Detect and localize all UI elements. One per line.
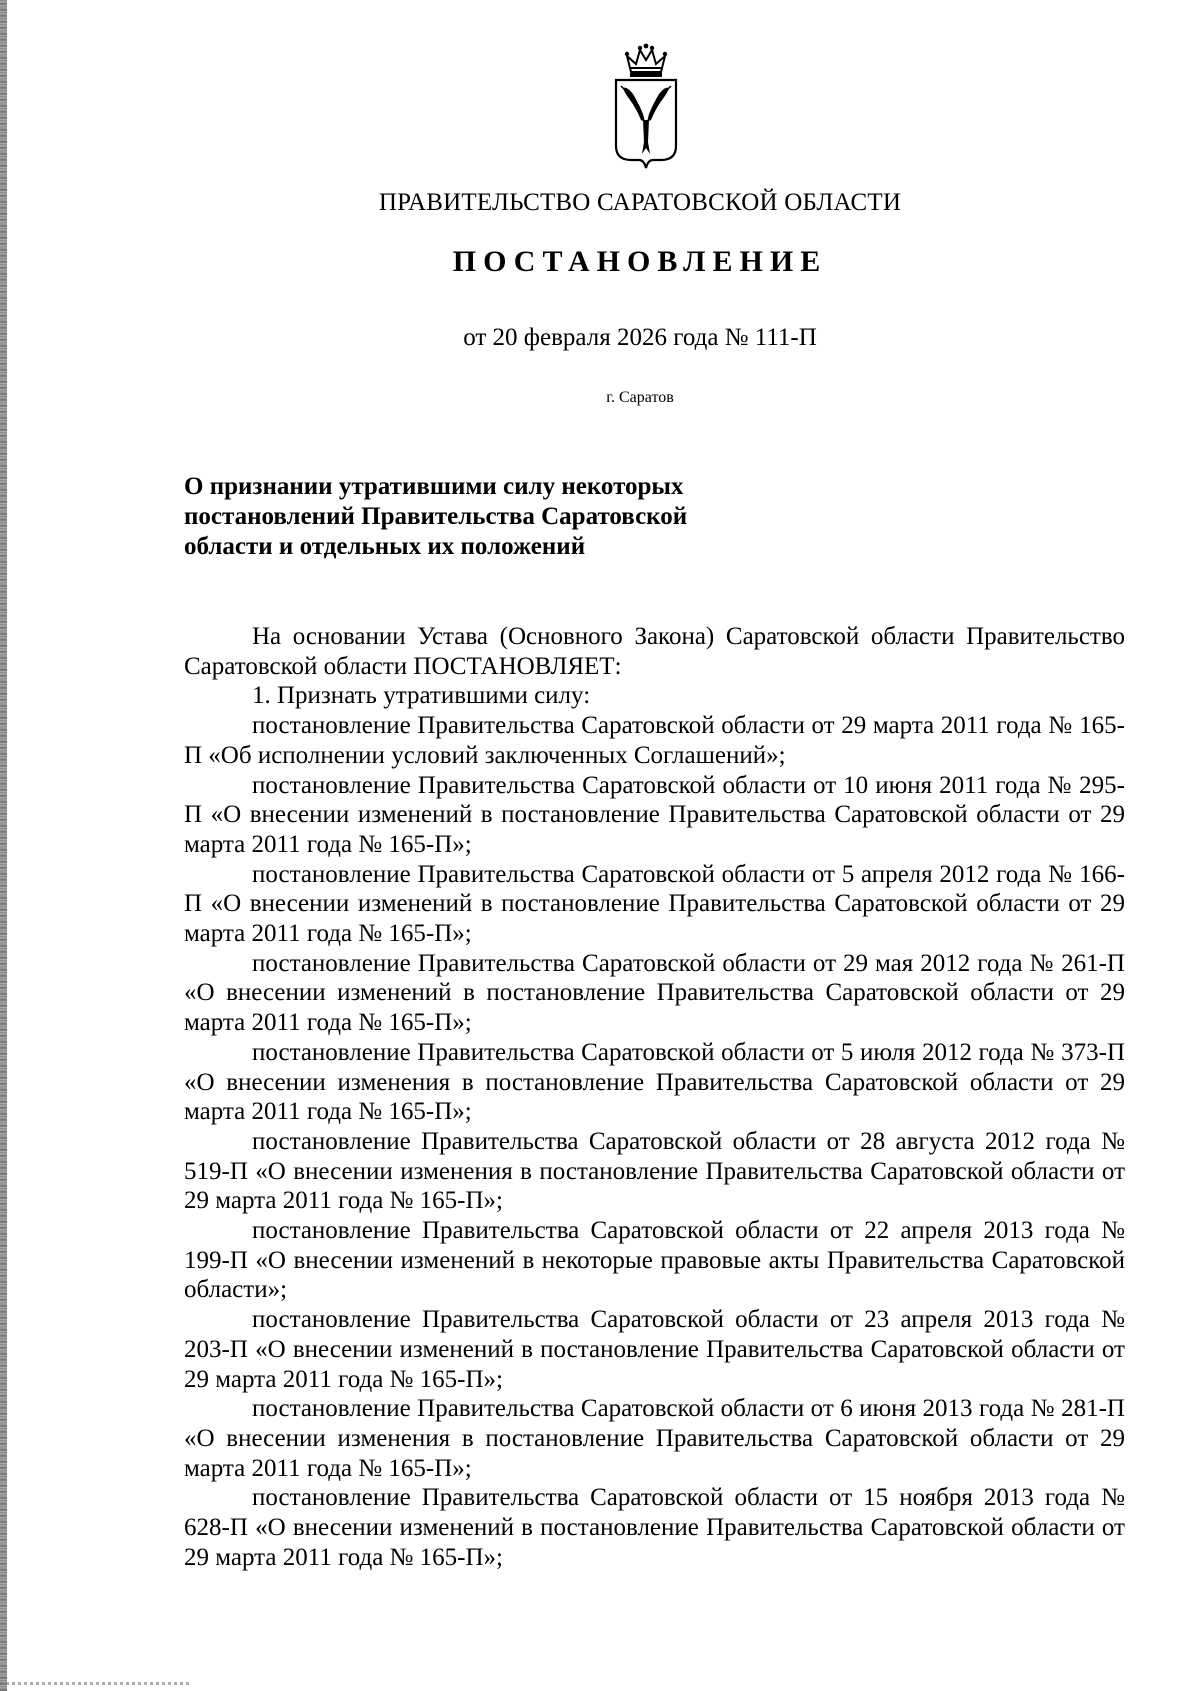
document-title-line: области и отдельных их положений: [184, 533, 586, 560]
document-title: [184, 472, 784, 562]
repealed-act-item: постановление Правительства Саратовской области от 6 июня 2013 года № 281-П «О внесении изменения в постановление Правительства Саратовской области от 29 марта 2011 года № 165-П»;: [184, 1395, 1125, 1482]
clause-paragraph: 1. Признать утратившими силу:: [252, 682, 591, 710]
repealed-act-item: постановление Правительства Саратовской области от 10 июня 2011 года № 295-П «О внесении изменений в постановление Правительства Саратовской области от 29 марта 2011 года № 165-П»;: [184, 771, 1125, 858]
repealed-act-item: постановление Правительства Саратовской области от 29 марта 2011 года № 165-П «Об исполнении условий заключенных Соглашений»;: [184, 712, 1125, 769]
document-city: г. Саратов: [606, 389, 674, 406]
document-type-heading: ПОСТАНОВЛЕНИЕ: [452, 245, 828, 278]
document-body: [184, 622, 1125, 1573]
preamble-paragraph: На основании Устава (Основного Закона) Саратовской области Правительство Саратовской области ПОСТАНОВЛЯЕТ:: [184, 623, 1125, 680]
scan-edge-bottom: [0, 1682, 190, 1685]
repealed-act-item: постановление Правительства Саратовской области от 22 апреля 2013 года № 199-П «О внесении изменений в некоторые правовые акты Правительства Саратовской области»;: [184, 1217, 1125, 1304]
repealed-act-item: постановление Правительства Саратовской области от 15 ноября 2013 года № 628-П «О внесении изменений в постановление Правительства Саратовской области от 29 марта 2011 года № 165-П»;: [184, 1484, 1125, 1571]
saratov-coat-of-arms-icon: [609, 42, 683, 170]
repealed-act-item: постановление Правительства Саратовской области от 23 апреля 2013 года № 203-П «О внесении изменений в постановление Правительства Саратовской области от 29 марта 2011 года № 165-П»;: [184, 1306, 1125, 1393]
document-title-line: постановлений Правительства Саратовской: [184, 503, 688, 530]
repealed-act-item: постановление Правительства Саратовской области от 29 мая 2012 года № 261-П «О внесении изменений в постановление Правительства Саратовской области от 29 марта 2011 года № 165-П»;: [184, 949, 1125, 1037]
repealed-act-item: постановление Правительства Саратовской области от 5 июля 2012 года № 373-П «О внесении изменения в постановление Правительства Саратовской области от 29 марта 2011 года № 165-П»;: [184, 1038, 1125, 1126]
repealed-act-item: постановление Правительства Саратовской области от 5 апреля 2012 года № 166-П «О внесении изменений в постановление Правительства Саратовской области от 29 марта 2011 года № 165-П»;: [184, 860, 1125, 948]
document-title-line: О признании утратившими силу некоторых: [184, 473, 684, 500]
repealed-act-item: постановление Правительства Саратовской области от 28 августа 2012 года № 519-П «О внесении изменения в постановление Правительства Саратовской области от 29 марта 2011 года № 165-П»;: [184, 1127, 1125, 1215]
document-date-number: от 20 февраля 2026 года № 111-П: [463, 324, 817, 351]
government-name: ПРАВИТЕЛЬСТВО САРАТОВСКОЙ ОБЛАСТИ: [378, 189, 902, 216]
